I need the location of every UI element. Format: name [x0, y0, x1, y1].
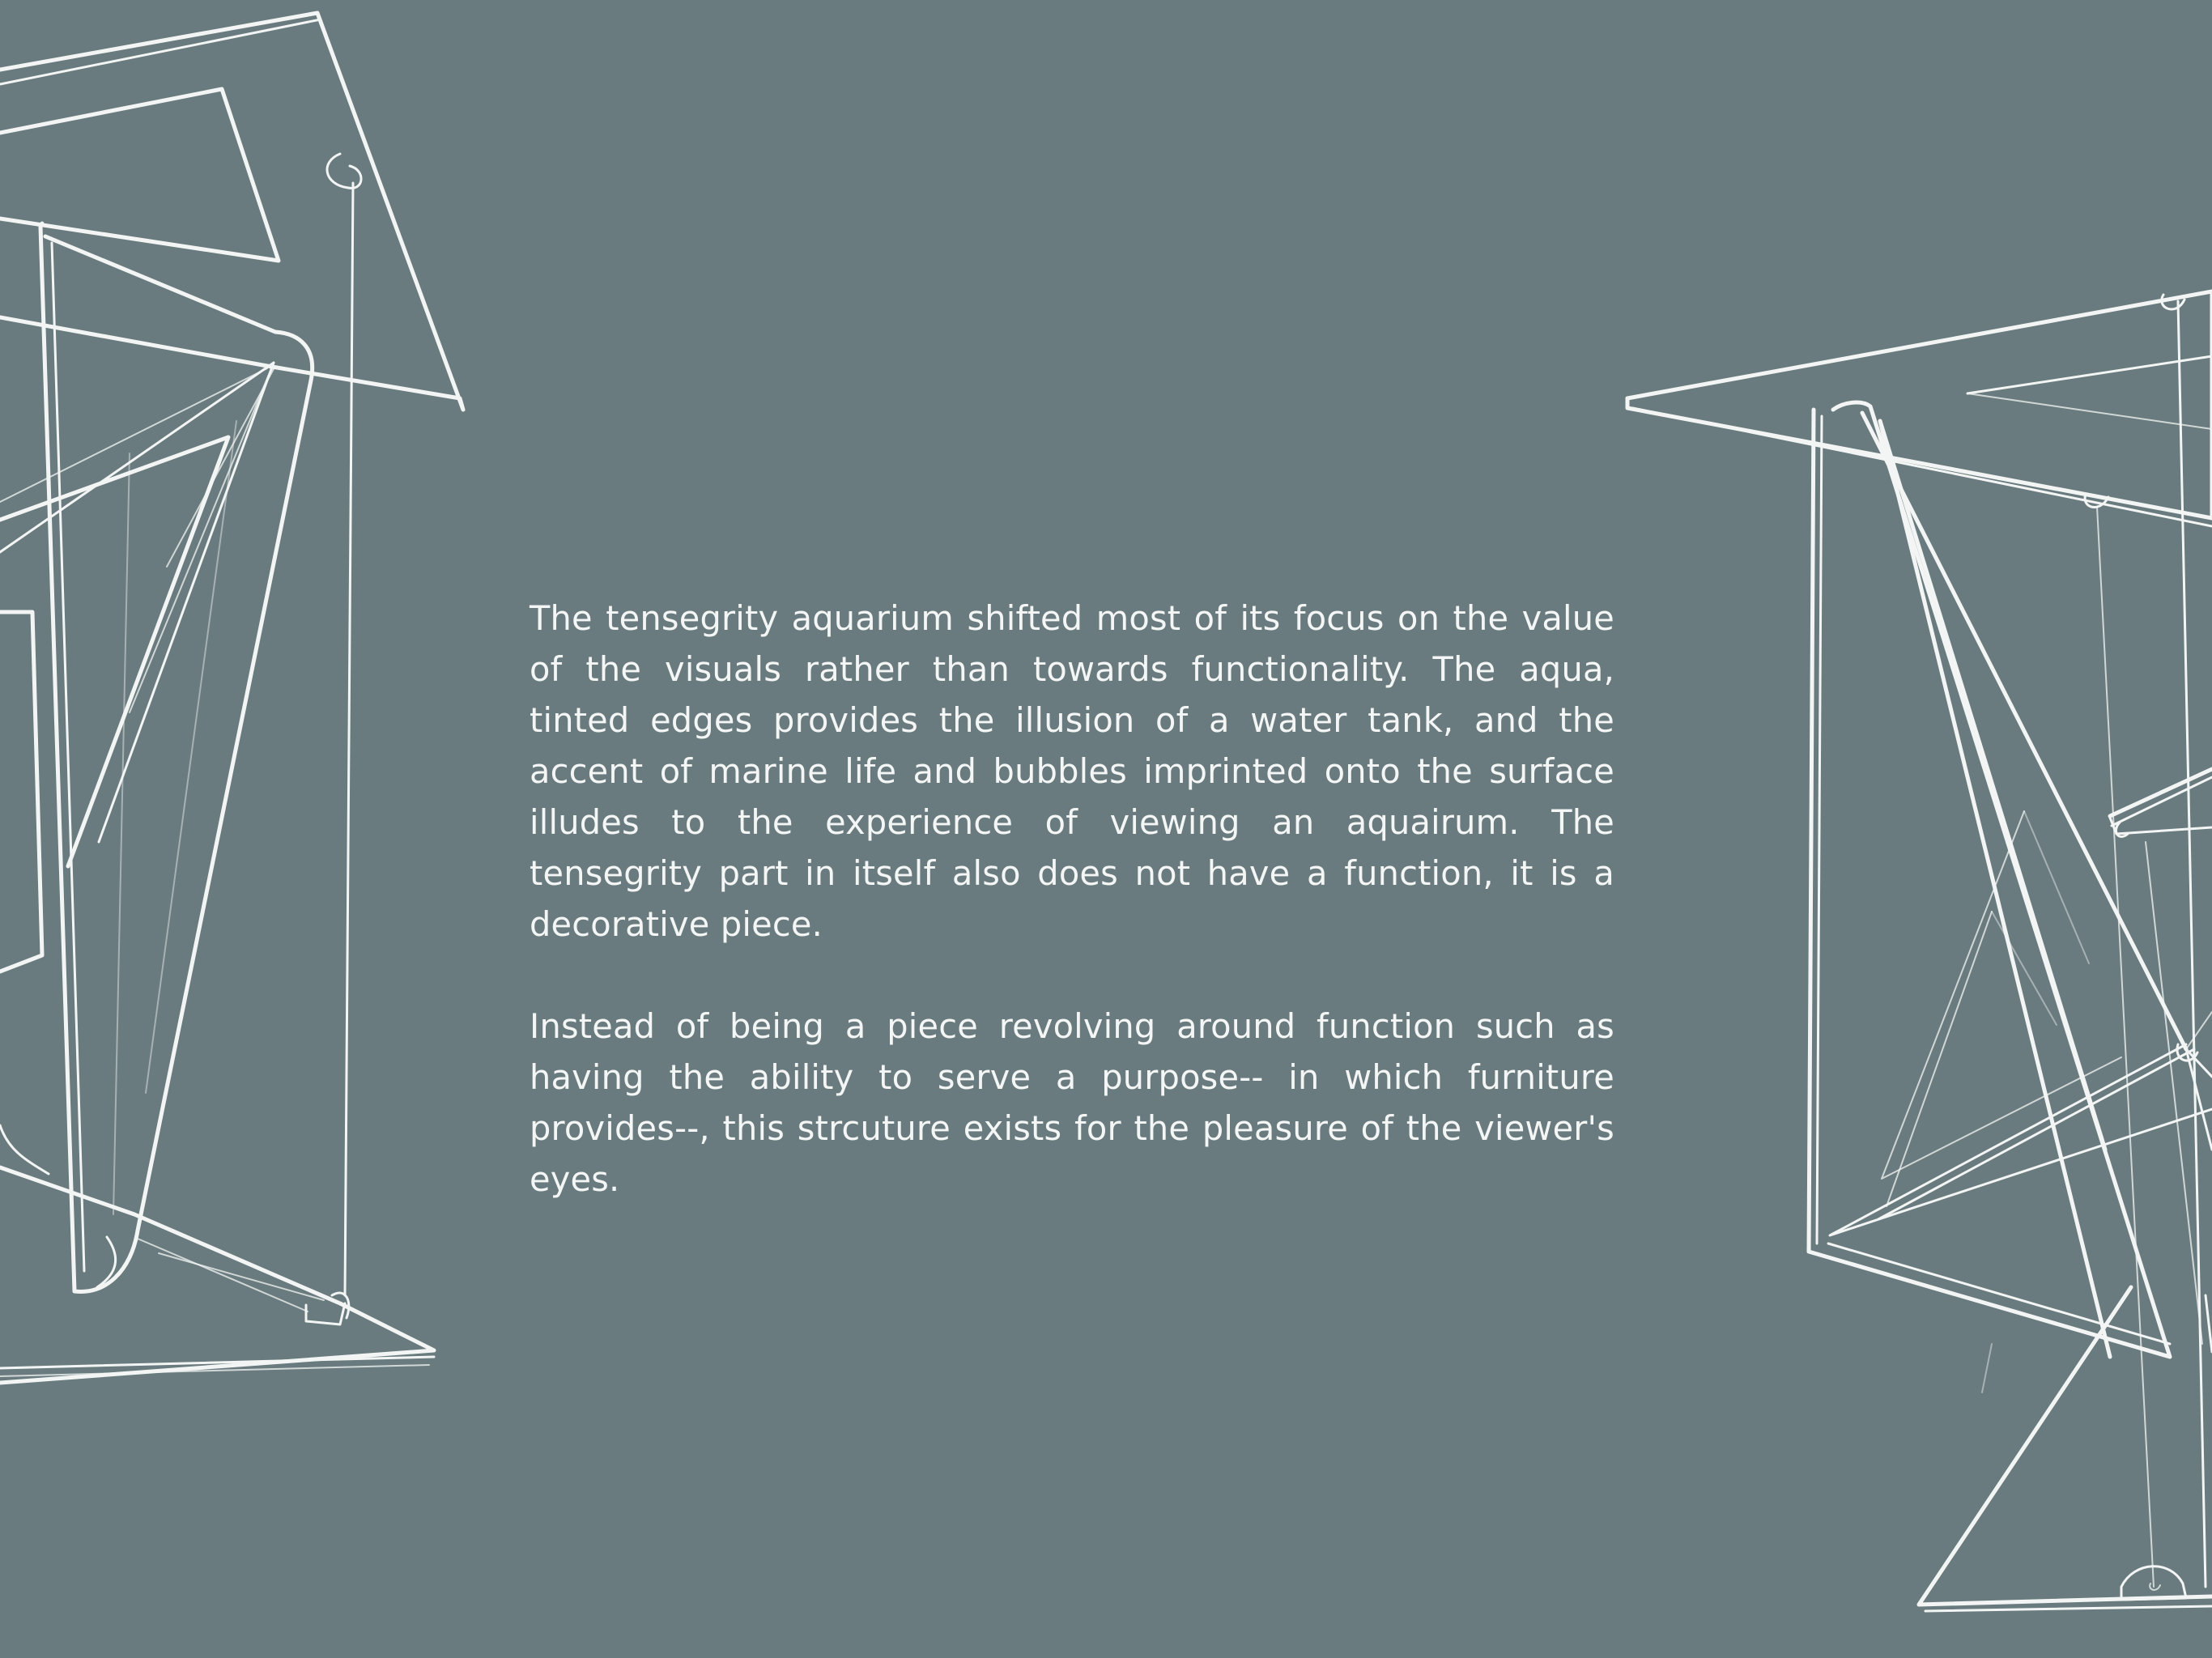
paragraph-2: Instead of being a piece revolving around function such as having the ability to serve a purpose-- in which furniture provides--, this strcuture exists for the pleasure of the viewer's eyes. [530, 1006, 1614, 1199]
body-text [530, 593, 1614, 1205]
paragraph-1: The tensegrity aquarium shifted most of its focus on the value of the visuals rather than towards functionality. The aqua, tinted edges provides the illusion of a water tank, and the accent of marine life and bubbles imprinted onto the surface illudes to the experience of viewing an aquairum. The tensegrity part in itself also does not have a function, it is a decorative piece. [530, 598, 1614, 944]
